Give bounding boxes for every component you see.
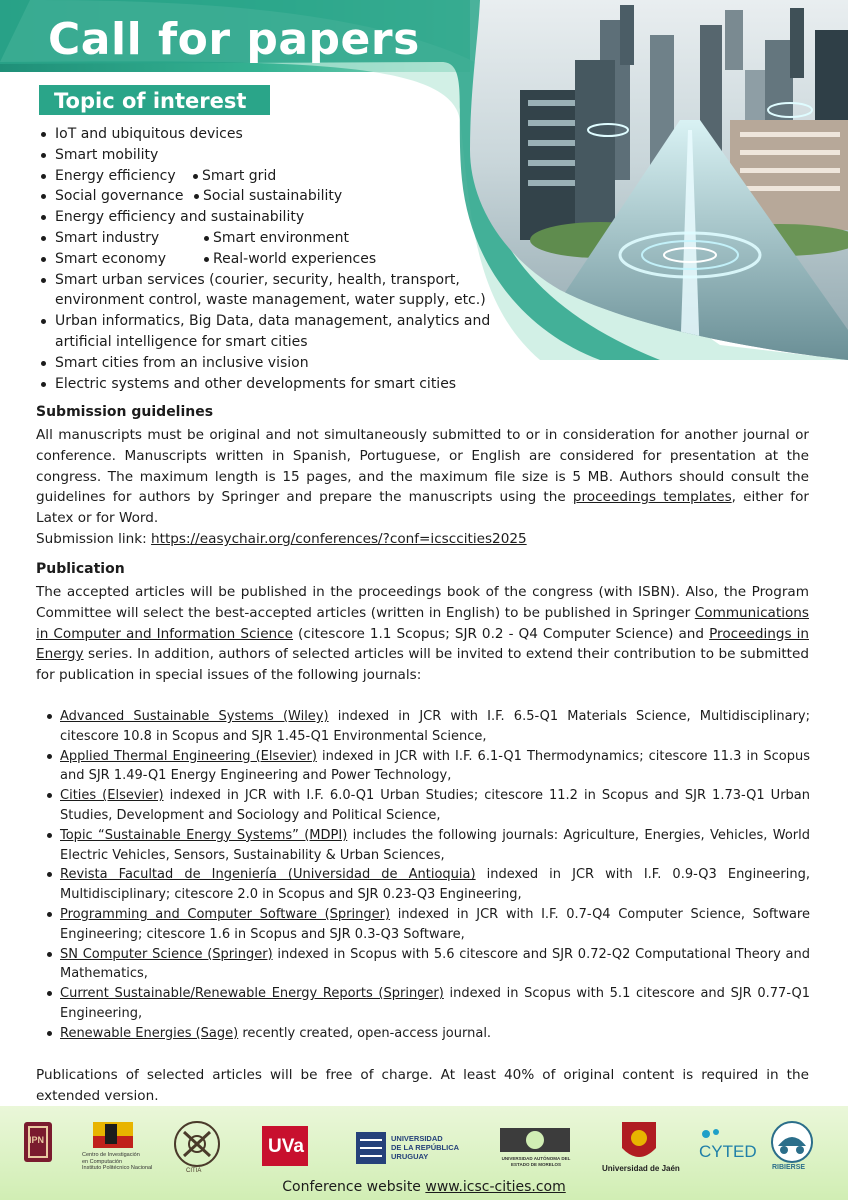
publication-text: The accepted articles will be published in the proceedings book of the congress (with ISBN). Also, the Program Committee will select the best-accepted articles (written in English) to be published in Springer Communications in Computer and Information Science (citescore 1.1 Scopus; SJR 0.2 - Q4 Computer Science) and Proceedings in Energy series. In addition, authors of selected articles will be invited to extend their contribution to be submitted for publication in special issues of the following journals: (36, 584, 809, 684)
list-item: Smart economy Real-world experiences (38, 249, 498, 270)
topic-heading: Topic of interest (39, 85, 270, 118)
udelar-logo (356, 1132, 386, 1164)
list-item: Programming and Computer Software (Springer) indexed in JCR with I.F. 0.7-Q4 Computer Science, Software Engineering; citescore 1.6 in Scopus and SJR 0.3-Q3 Software, (40, 905, 810, 945)
cyted-logo-text: CYTED (699, 1142, 757, 1161)
footer (0, 1106, 848, 1200)
list-item: Energy efficiency Smart grid (38, 166, 498, 187)
publication-heading: Publication (36, 561, 125, 577)
list-item: Energy efficiency and sustainability (38, 207, 498, 228)
list-item: SN Computer Science (Springer) indexed in Scopus with 5.6 citescore and SJR 0.72-Q2 Computational Theory and Mathematics, (40, 945, 810, 985)
list-item: Smart mobility (38, 145, 498, 166)
journal-link[interactable]: Advanced Sustainable Systems (Wiley) (60, 709, 329, 724)
uva-logo-text: UVa (268, 1136, 304, 1157)
journal-link[interactable]: Cities (Elsevier) (60, 788, 164, 804)
cic-logo (93, 1122, 133, 1148)
templates-link[interactable]: proceedings templates (572, 489, 732, 506)
list-item: Applied Thermal Engineering (Elsevier) indexed in JCR with I.F. 6.1-Q1 Thermodynamics; citescore 11.3 in Scopus and SJR 1.49-Q1 Energy Engineering and Power Technology, (40, 747, 810, 787)
list-item: Social governance Social sustainability (38, 186, 498, 207)
list-item: Topic “Sustainable Energy Systems” (MDPI) includes the following journals: Agriculture, Energies, Vehicles, World Electric Vehicles, Sensors, Sustainability & Urban Sciences, (40, 826, 810, 866)
ujaen-logo-text: Universidad de Jaén (602, 1164, 680, 1173)
list-item: Electric systems and other developments for smart cities (38, 374, 498, 395)
list-item: Renewable Energies (Sage) recently created, open-access journal. (40, 1024, 810, 1044)
ribierse-logo-text: RIBIERSE (772, 1164, 806, 1171)
journal-link[interactable]: Renewable Energies (Sage) (60, 1025, 239, 1041)
submission-heading: Submission guidelines (36, 404, 214, 420)
website-line: Conference website www.icsc-cities.com (282, 1179, 566, 1195)
ccis-link[interactable]: Communications in Computer and Information Science (36, 604, 809, 642)
website-link[interactable]: www.icsc-cities.com (425, 1179, 566, 1195)
list-item: Smart industry Smart environment (38, 228, 498, 249)
uaem-logo-text: UNIVERSIDAD AUTÓNOMA DEL ESTADO DE MORELOS (501, 1156, 571, 1167)
uaem-logo (500, 1128, 570, 1152)
proceedings-energy-link[interactable]: Proceedings in Energy (36, 625, 809, 663)
list-item: Urban informatics, Big Data, data management, analytics and artificial intelligence for smart cities (38, 311, 498, 353)
list-item: Revista Facultad de Ingeniería (Universidad de Antioquia) indexed in JCR with I.F. 0.9-Q3 Engineering, Multidisciplinary; citescore 2.0 in Scopus and SJR 0.23-Q3 Engineering, (40, 865, 810, 905)
cic-logo-text: Centro de Investigación en Computación Instituto Politécnico Nacional (82, 1152, 153, 1171)
list-item: Advanced Sustainable Systems (Wiley) indexed in JCR with I.F. 6.5-Q1 Materials Science, Multidisciplinary; citescore 10.8 in Scopus and SJR 1.45-Q1 Environmental Science, (40, 707, 810, 747)
closing-note: Publications of selected articles will be free of charge. At least 40% of original content is required in the extended version. (36, 1067, 809, 1104)
list-item: IoT and ubiquitous devices (38, 124, 498, 145)
journal-link[interactable]: Revista Facultad de Ingeniería (Universidad de Antioquia) (60, 867, 476, 883)
journal-link[interactable]: Applied Thermal Engineering (Elsevier) (60, 748, 317, 764)
list-item: Smart cities from an inclusive vision (38, 353, 498, 374)
submission-text: All manuscripts must be original and not simultaneously submitted to or in consideration for another journal or conference. Manuscripts written in Spanish, Portuguese, or English are considered for presentation at the congress. The maximum length is 15 pages, and the maximum file size is 5 MB. Authors should consult the guidelines for authors by Springer and prepare the manuscripts using the proceedings templates, either for Latex or for Word. Submission link: https://easychair.org/conferences/?conf=icsccities2025 (36, 427, 810, 547)
ipn-logo-text: IPN (29, 1135, 45, 1145)
journal-link[interactable]: Programming and Computer Software (Springer) (60, 906, 391, 922)
list-item: Cities (Elsevier) indexed in JCR with I.F. 6.0-Q1 Urban Studies; citescore 11.2 in Scopus and SJR 1.73-Q1 Urban Studies, Development and Sociology and Political Science, (40, 786, 810, 826)
journal-list (40, 707, 810, 1044)
ujaen-logo (622, 1122, 656, 1157)
udelar-logo-text: UNIVERSIDAD DE LA REPÚBLICA URUGUAY (391, 1134, 460, 1161)
journal-link[interactable]: Current Sustainable/Renewable Energy Reports (Springer) (60, 986, 444, 1002)
submission-link[interactable]: https://easychair.org/conferences/?conf=icsccities2025 (151, 530, 527, 547)
page-title: Call for papers (48, 14, 420, 65)
list-item: Current Sustainable/Renewable Energy Reports (Springer) indexed in Scopus with 5.1 citescore and SJR 0.77-Q1 Engineering, (40, 984, 810, 1024)
topic-list (38, 124, 498, 394)
citia-logo-text: CITIA (186, 1168, 202, 1174)
journal-link[interactable]: SN Computer Science (Springer) (60, 946, 273, 962)
journal-link[interactable]: Topic “Sustainable Energy Systems” (MDPI) (60, 827, 348, 843)
list-item: Smart urban services (courier, security, health, transport, environment control, waste management, water supply, etc.) (38, 270, 498, 312)
ribierse-logo (772, 1122, 812, 1162)
